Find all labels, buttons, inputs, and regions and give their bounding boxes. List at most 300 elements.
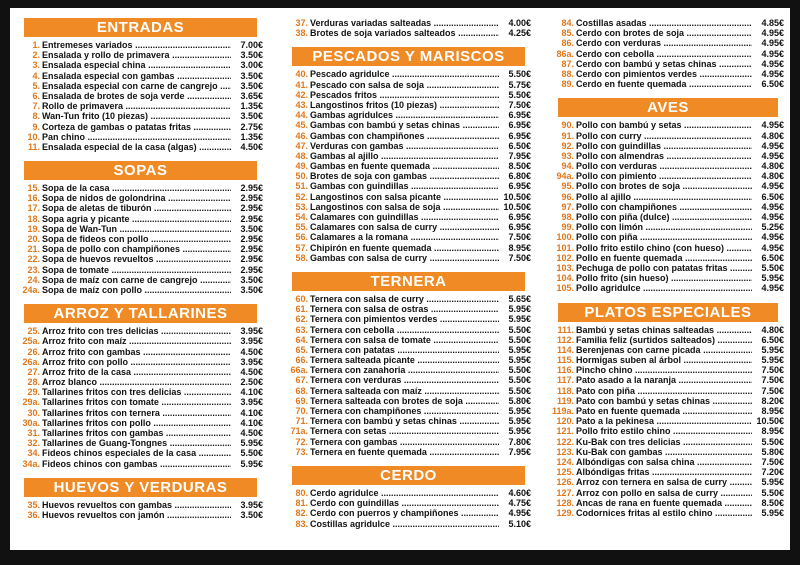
item-number: 103. (556, 262, 574, 273)
item-number: 90. (561, 120, 574, 131)
item-number: 73. (295, 446, 308, 457)
item-number: 28. (27, 377, 40, 388)
menu-item (552, 253, 784, 263)
menu-item (18, 122, 263, 132)
menu-item (18, 459, 263, 469)
item-price: 6.95€ (508, 222, 531, 233)
item-number: 120. (556, 416, 574, 427)
menu-item-list (286, 488, 531, 529)
item-name: Pato con piña ..... (576, 386, 752, 396)
item-name: Ternera con zanahoria ..... (310, 365, 499, 375)
item-price: 6.50€ (761, 191, 784, 202)
menu-item (552, 365, 784, 375)
item-name: Langostinos con salsa de soja ..... (310, 202, 499, 212)
menu-item (286, 416, 531, 426)
menu-item (18, 50, 263, 60)
item-number: 26a. (22, 356, 40, 367)
menu-item (552, 120, 784, 130)
item-name: Ensalada especial de la casa (algas) ..... (42, 142, 231, 152)
menu-item (18, 408, 263, 418)
item-price: 3.50€ (240, 70, 263, 81)
item-name: Arroz frito con tres delicias ..... (42, 326, 231, 336)
item-number: 99. (561, 222, 574, 233)
item-price: 5.50€ (761, 436, 784, 447)
item-number: 10. (27, 131, 40, 142)
item-name: Gambas con champiñones ..... (310, 131, 499, 141)
menu-item-list (286, 18, 531, 38)
item-number: 104. (556, 273, 574, 284)
item-number: 25. (27, 326, 40, 337)
item-price: 7.50€ (508, 99, 531, 110)
item-name: Ternera con salsa de ostras ..... (310, 304, 499, 314)
item-number: 116. (556, 365, 574, 376)
item-number: 94a. (556, 171, 574, 182)
item-name: Berenjenas con carne picada ..... (576, 345, 752, 355)
item-price: 6.95€ (508, 212, 531, 222)
item-name: Tallarines de Guang-Tongnes ..... (42, 438, 231, 448)
menu-item (286, 253, 531, 263)
item-name: Tallarines fritos con gambas ..... (42, 428, 231, 438)
item-name: Pollo con bambú y setas ..... (576, 120, 752, 130)
item-name: Fideos chinos especiales de la casa ..... (42, 448, 231, 458)
item-name: Ensalada especial con carne de cangrejo ..... (42, 81, 231, 91)
item-number: 123. (556, 446, 574, 457)
item-price: 3.50€ (240, 80, 263, 91)
item-price: 2.95€ (240, 213, 263, 224)
item-price: 4.60€ (508, 487, 531, 498)
item-name: Cerdo con pimientos verdes ..... (576, 69, 752, 79)
item-number: 114. (556, 344, 574, 355)
section-header: ARROZ Y TALLARINES (24, 304, 257, 323)
item-price: 7.95€ (508, 446, 531, 457)
item-number: 102. (556, 252, 574, 263)
item-price: 2.75€ (240, 121, 263, 132)
menu-column-3 (552, 18, 784, 527)
menu-column-2 (286, 18, 531, 538)
menu-item (552, 212, 784, 222)
item-number: 87. (561, 58, 574, 69)
item-number: 80. (295, 487, 308, 498)
menu-item (286, 508, 531, 518)
item-price: 8.50€ (761, 497, 784, 508)
item-name: Ternera con salsa de curry ..... (310, 294, 499, 304)
item-name: Tallarines fritos con tomate ..... (42, 397, 231, 407)
item-price: 5.50€ (761, 262, 784, 273)
item-name: Pescado con salsa de soja ..... (310, 80, 499, 90)
menu-item (18, 254, 263, 264)
item-price: 7.50€ (761, 385, 784, 396)
item-name: Ternera con cebolla ..... (310, 325, 499, 335)
item-name: Ensalada de brotes de soja verde ..... (42, 91, 231, 101)
item-price: 8.20€ (761, 395, 784, 406)
item-number: 31. (27, 428, 40, 438)
menu-item (18, 500, 263, 510)
item-name: Albóndigas con salsa china ..... (576, 457, 752, 467)
item-price: 4.95€ (761, 120, 784, 131)
item-price: 5.95€ (508, 344, 531, 355)
item-number: 70. (295, 406, 308, 416)
item-number: 30a. (22, 417, 40, 428)
item-price: 10.50€ (503, 191, 531, 202)
item-number: 68. (295, 385, 308, 396)
item-price: 4.10€ (240, 387, 263, 398)
item-price: 3.00€ (240, 60, 263, 71)
menu-item (18, 357, 263, 367)
item-number: 26. (27, 346, 40, 357)
item-number: 27. (27, 366, 40, 377)
item-name: Pollo con piña (dulce) ..... (576, 212, 752, 222)
item-number: 95. (561, 181, 574, 192)
item-name: Pollo frito estilo chino ..... (576, 426, 752, 436)
menu-item (18, 214, 263, 224)
item-price: 2.95€ (240, 244, 263, 255)
item-number: 17. (27, 203, 40, 214)
item-name: Ternera con champiñones ..... (310, 406, 499, 416)
item-price: 3.95€ (240, 336, 263, 347)
menu-item (18, 132, 263, 142)
item-name: Sopa de la casa ..... (42, 183, 231, 193)
item-price: 5.50€ (508, 69, 531, 80)
menu-item (18, 377, 263, 387)
item-number: 64. (295, 334, 308, 345)
item-number: 117. (556, 375, 574, 386)
item-price: 5.95€ (761, 273, 784, 284)
item-name: Sopa de maíz con pollo ..... (42, 285, 231, 295)
item-number: 34a. (22, 458, 40, 469)
item-price: 2.95€ (240, 193, 263, 204)
menu-item (18, 367, 263, 377)
item-number: 119. (556, 395, 574, 406)
menu-item (552, 508, 784, 518)
item-name: Gambas con bambú y setas chinas ..... (310, 120, 499, 130)
menu-item (552, 355, 784, 365)
item-name: Pollo con curry ..... (576, 131, 752, 141)
menu-item (286, 488, 531, 498)
item-price: 5.50€ (508, 89, 531, 100)
menu-item (286, 202, 531, 212)
item-price: 4.95€ (761, 38, 784, 49)
item-name: Ancas de rana en fuente quemada ..... (576, 498, 752, 508)
item-name: Codornices fritas al estilo chino ..... (576, 508, 752, 518)
menu-item (18, 234, 263, 244)
item-price: 6.95€ (508, 181, 531, 192)
item-number: 71. (295, 416, 308, 427)
item-number: 115. (556, 355, 574, 366)
item-price: 8.50€ (508, 161, 531, 172)
item-price: 4.50€ (240, 428, 263, 438)
item-price: 2.95€ (240, 264, 263, 275)
menu-item (552, 273, 784, 283)
item-price: 5.50€ (240, 448, 263, 459)
menu-item (286, 69, 531, 79)
item-number: 1. (32, 40, 40, 50)
item-price: 4.25€ (508, 28, 531, 39)
item-price: 3.50€ (240, 509, 263, 520)
item-price: 4.50€ (240, 366, 263, 377)
menu-item (286, 426, 531, 436)
item-name: Sopa de nidos de golondrina ..... (42, 193, 231, 203)
menu-item (18, 224, 263, 234)
menu-item (286, 365, 531, 375)
item-number: 4. (32, 70, 40, 81)
menu-item (552, 437, 784, 447)
item-price: 7.95€ (508, 150, 531, 161)
item-price: 5.95€ (761, 507, 784, 518)
item-price: 6.50€ (761, 79, 784, 90)
menu-item (18, 397, 263, 407)
menu-item (552, 498, 784, 508)
item-price: 5.50€ (508, 324, 531, 335)
item-number: 105. (556, 283, 574, 294)
item-name: Sopa de fideos con pollo ..... (42, 234, 231, 244)
item-number: 35. (27, 499, 40, 510)
item-price: 3.50€ (240, 284, 263, 295)
item-price: 4.80€ (761, 171, 784, 182)
item-price: 3.50€ (240, 50, 263, 61)
item-price: 5.95€ (508, 304, 531, 315)
menu-item (286, 498, 531, 508)
item-price: 5.95€ (240, 458, 263, 469)
menu-item (552, 141, 784, 151)
menu-item (286, 406, 531, 416)
item-name: Pechuga de pollo con patatas fritas ..... (576, 263, 752, 273)
menu-item (18, 418, 263, 428)
item-number: 24. (27, 274, 40, 285)
item-name: Huevos revueltos con jamón ..... (42, 510, 231, 520)
menu-item-list (18, 40, 263, 152)
item-name: Pollo con almendras ..... (576, 151, 752, 161)
menu-item (286, 375, 531, 385)
item-name: Cerdo con bambú y setas chinas ..... (576, 59, 752, 69)
item-number: 9. (32, 121, 40, 132)
menu-item (286, 212, 531, 222)
menu-item (286, 141, 531, 151)
item-name: Ternera con patatas ..... (310, 345, 499, 355)
menu-item (18, 336, 263, 346)
menu-item-list (286, 69, 531, 263)
item-name: Cerdo agridulce ..... (310, 488, 499, 498)
menu-item (552, 406, 784, 416)
item-number: 118. (556, 385, 574, 396)
menu-item (552, 181, 784, 191)
item-number: 122. (556, 436, 574, 447)
item-name: Gambas agridulces ..... (310, 110, 499, 120)
item-name: Pollo con guindillas ..... (576, 141, 752, 151)
item-price: 3.95€ (240, 397, 263, 408)
menu-item (286, 120, 531, 130)
menu-item (552, 69, 784, 79)
item-number: 46. (295, 130, 308, 141)
item-number: 127. (556, 487, 574, 498)
item-number: 38. (295, 28, 308, 39)
item-price: 4.95€ (761, 28, 784, 39)
item-price: 5.65€ (508, 293, 531, 304)
item-name: Ternera salteada picante ..... (310, 355, 499, 365)
menu-item (18, 387, 263, 397)
menu-item (552, 202, 784, 212)
item-price: 4.95€ (761, 181, 784, 192)
item-number: 111. (557, 324, 574, 335)
item-name: Arroz frito de la casa ..... (42, 367, 231, 377)
item-price: 4.95€ (761, 140, 784, 151)
item-number: 45. (295, 120, 308, 131)
item-price: 4.85€ (761, 18, 784, 28)
menu-item (286, 171, 531, 181)
item-price: 5.95€ (508, 314, 531, 325)
item-name: Pato a la pekinesa ..... (576, 416, 752, 426)
item-number: 66. (295, 355, 308, 366)
item-name: Cerdo en fuente quemada ..... (576, 79, 752, 89)
item-number: 48. (295, 150, 308, 161)
item-number: 22. (27, 254, 40, 265)
menu-item (18, 183, 263, 193)
item-price: 3.50€ (240, 274, 263, 285)
item-price: 4.10€ (240, 407, 263, 418)
item-price: 4.95€ (761, 68, 784, 79)
item-name: Calamares con guindillas ..... (310, 212, 499, 222)
item-number: 42. (295, 89, 308, 100)
item-number: 19. (27, 223, 40, 234)
item-name: Cerdo con verduras ..... (576, 38, 752, 48)
item-name: Ternera con verduras ..... (310, 375, 499, 385)
item-name: Tallarines fritos con ternera ..... (42, 408, 231, 418)
item-price: 7.00€ (240, 40, 263, 50)
item-price: 5.25€ (761, 222, 784, 233)
item-price: 6.95€ (508, 120, 531, 131)
menu-item (552, 325, 784, 335)
item-number: 97. (561, 201, 574, 212)
item-number: 37. (295, 18, 308, 28)
item-number: 126. (556, 477, 574, 488)
section-header: HUEVOS Y VERDURAS (24, 478, 257, 497)
item-number: 128. (556, 497, 574, 508)
item-price: 4.75€ (508, 498, 531, 509)
item-price: 3.95€ (240, 326, 263, 337)
section-header: TERNERA (292, 272, 525, 291)
menu-item (552, 263, 784, 273)
section-header: ENTRADAS (24, 18, 257, 37)
item-price: 7.80€ (508, 436, 531, 447)
item-name: Ternera salteada con maíz ..... (310, 386, 499, 396)
section-header: AVES (558, 98, 778, 117)
section-header: SOPAS (24, 161, 257, 180)
item-name: Albóndigas fritas ..... (576, 467, 752, 477)
item-number: 66a. (290, 365, 308, 376)
item-price: 6.95€ (508, 130, 531, 141)
item-number: 25a. (22, 336, 40, 347)
item-price: 4.95€ (761, 150, 784, 161)
item-number: 54. (295, 212, 308, 222)
item-name: Arroz con ternera en salsa de curry ..... (576, 477, 752, 487)
item-name: Pollo con pimiento ..... (576, 171, 752, 181)
item-name: Wan-Tun frito (10 piezas) ..... (42, 111, 231, 121)
item-name: Langostinos fritos (10 piezas) ..... (310, 100, 499, 110)
item-number: 15. (27, 183, 40, 194)
item-name: Langostinos con salsa picante ..... (310, 192, 499, 202)
item-name: Ternera con bambú y setas chinas ..... (310, 416, 499, 426)
item-name: Entremeses variados ..... (42, 40, 231, 50)
item-number: 101. (556, 242, 574, 253)
item-price: 5.95€ (508, 406, 531, 416)
item-name: Pollo al ajillo ..... (576, 192, 752, 202)
item-name: Pollo con brotes de soja ..... (576, 181, 752, 191)
menu-item (286, 396, 531, 406)
menu-item (18, 347, 263, 357)
item-price: 8.95€ (761, 426, 784, 437)
menu-item (18, 285, 263, 295)
menu-item (18, 275, 263, 285)
menu-item (552, 49, 784, 59)
item-number: 88. (561, 68, 574, 79)
item-price: 10.50€ (503, 201, 531, 212)
item-number: 47. (295, 140, 308, 151)
item-price: 4.95€ (761, 201, 784, 212)
item-number: 71a. (290, 426, 308, 437)
item-number: 3. (32, 60, 40, 71)
item-price: 4.10€ (240, 417, 263, 428)
item-number: 94. (561, 161, 574, 172)
item-name: Ternera con gambas ..... (310, 437, 499, 447)
menu-item (286, 100, 531, 110)
item-price: 4.95€ (761, 212, 784, 222)
item-price: 6.50€ (508, 140, 531, 151)
item-number: 82. (295, 508, 308, 519)
item-price: 7.50€ (761, 365, 784, 376)
item-name: Gambas en fuente quemada ..... (310, 161, 499, 171)
item-price: 4.50€ (240, 141, 263, 152)
item-name: Cerdo con brotes de soja ..... (576, 28, 752, 38)
item-price: 5.95€ (761, 344, 784, 355)
item-price: 4.80€ (761, 161, 784, 172)
item-price: 4.00€ (508, 18, 531, 28)
item-name: Ternera con pimientos verdes ..... (310, 314, 499, 324)
menu-item (18, 438, 263, 448)
item-name: Arroz frito con pollo ..... (42, 357, 231, 367)
section-header: CERDO (292, 466, 525, 485)
item-price: 2.95€ (240, 254, 263, 265)
menu-item (552, 161, 784, 171)
item-name: Pincho chino ..... (576, 365, 752, 375)
menu-item (18, 81, 263, 91)
item-name: Pollo frito (sin hueso) ..... (576, 273, 752, 283)
item-number: 89. (561, 79, 574, 90)
item-price: 4.80€ (761, 130, 784, 141)
item-name: Ku-Bak con tres delicias ..... (576, 437, 752, 447)
item-name: Pato asado a la naranja ..... (576, 375, 752, 385)
item-number: 96. (561, 191, 574, 202)
item-name: Pollo frito estilo chino (con hueso) ..... (576, 243, 752, 253)
item-number: 30. (27, 407, 40, 418)
item-number: 8. (32, 111, 40, 122)
item-name: Arroz frito con maíz ..... (42, 336, 231, 346)
menu-item (552, 18, 784, 28)
menu-item (18, 510, 263, 520)
item-name: Cerdo con puerros y champiñones ..... (310, 508, 499, 518)
item-number: 93. (561, 150, 574, 161)
item-name: Pollo con verduras ..... (576, 161, 752, 171)
item-number: 119a. (552, 406, 575, 416)
menu-item (286, 294, 531, 304)
item-name: Brotes de soja con gambas ..... (310, 171, 499, 181)
item-number: 86a. (556, 48, 574, 59)
item-price: 5.95€ (508, 355, 531, 366)
item-price: 7.20€ (761, 467, 784, 478)
item-number: 41. (295, 79, 308, 90)
item-name: Rollo de primavera ..... (42, 101, 231, 111)
item-name: Ternera en fuente quemada ..... (310, 447, 499, 457)
item-number: 18. (27, 213, 40, 224)
item-name: Pato con bambú y setas chinas ..... (576, 396, 752, 406)
